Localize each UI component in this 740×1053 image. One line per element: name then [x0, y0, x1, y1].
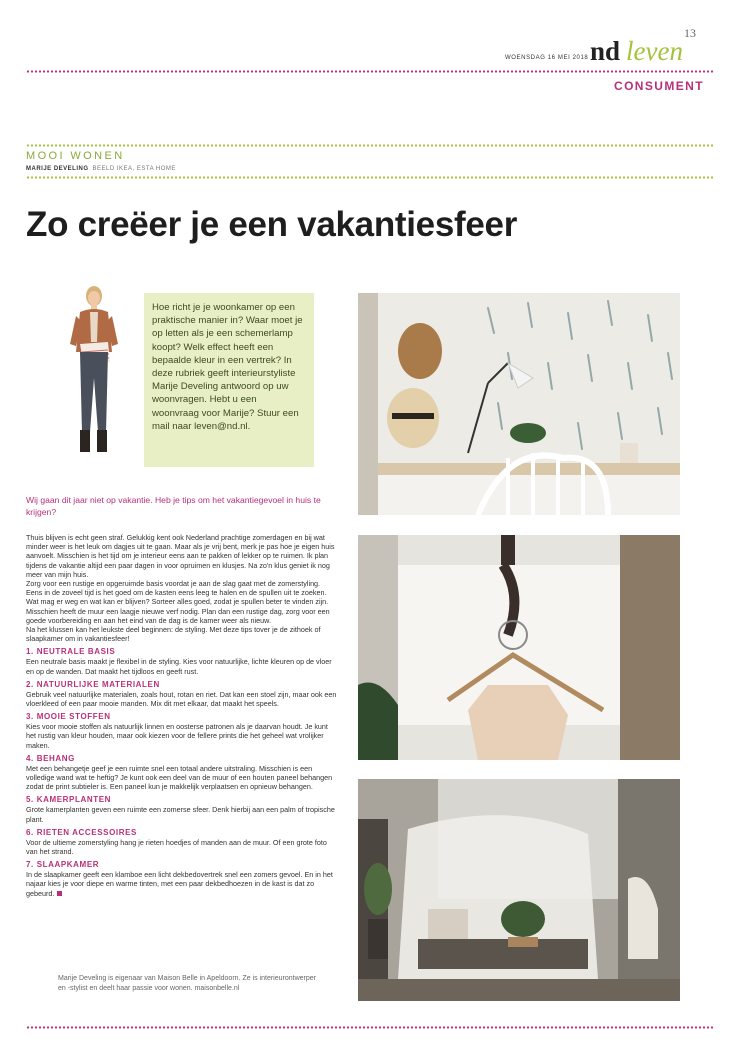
tip-text: Met een behangetje geef je een ruimte snel een totaal andere uitstraling. Misschien is een volledige wand wat te heftig? Je kunt ook een deel van de muur of een houten paneel behangen zodat de print subtieler is. Een paneel kun je makkelijk verplaatsen en opnieuw behangen. [26, 763, 333, 792]
rubric-divider-top [26, 144, 714, 147]
tip-heading: 6. RIETEN ACCESSOIRES [26, 827, 137, 837]
intro-text: Hoe richt je je woonkamer op een praktische manier in? Waar moet je op letten als je een schemerlamp koopt? Welk effect heeft een bepaalde kleur in een vertrek? In deze rubriek geeft interieurstyliste Marije Develing antwoord op uw woonvragen. Hebt u een woonvraag voor Marije? Stuur een mail naar leven@nd.nl. [152, 302, 303, 432]
author-name: MARIJE DEVELING [26, 166, 89, 172]
photo-hanging-garment [358, 535, 680, 760]
rubric-label: MOOI WONEN [26, 150, 125, 162]
body-paragraph: Thuis blijven is echt geen straf. Gelukkig kent ook Nederland prachtige zomerdagen en bij wat minder weer is het leuk om dagjes uit te gaan. Maar als je vrij bent, merk je pas hoe je eigen huis aanvoelt. Misschien is het tijd om je interieur eens aan te pakken of lekker op te ruimen. Ik plan tijdens de vakantie altijd een paar dagen in voor opruimen en klusjes. Na zo'n klus geniet ik nog meer van mijn huis. [26, 533, 335, 579]
tip-text-content: In de slaapkamer geeft een klamboe een licht dekbedovertrek snel een zomers gevoel. En in het najaar kies je voor diepe en warme tinten, met een paar dekbedhoezen in de kast is dat zo gebeurd. [26, 870, 333, 898]
brand-logo [590, 36, 683, 66]
tip-heading: 2. NATUURLIJKE MATERIALEN [26, 679, 160, 689]
footer-divider [26, 1026, 714, 1029]
brand-nd: nd [590, 36, 621, 66]
section-label: CONSUMENT [614, 79, 704, 93]
end-mark-icon [57, 891, 62, 896]
tip-text: Kies voor mooie stoffen als natuurlijk linnen en oosterse patronen als je daarvan houdt. Je kunt het rustig van kleur houden, maar ook kiezen voor de fellere prints die het geheel wat vrolijker maken. [26, 722, 328, 750]
tip-text: Gebruik veel natuurlijke materialen, zoals hout, rotan en riet. Dat kan een stoel zijn, maar ook een vloerkleed of een paar mooie manden. Mix dit met elkaar, dat maakt het speels. [26, 689, 337, 709]
tip-text: Een neutrale basis maakt je flexibel in de styling. Kies voor natuurlijke, lichte kleuren op de vloer en op de wanden. Dat maakt het tijdloos en geeft rust. [26, 657, 332, 676]
body-paragraph: Zorg voor een rustige en opgeruimde basis voordat je aan de slag gaat met de zomerstyling. Eens in de zoveel tijd is het goed om de kasten eens leeg te halen en de spullen uit te zoeken. Wat mag er weg en wat kan er blijven? Sorteer alles goed, zodat je spullen beter te vinden zijn. [26, 579, 329, 607]
tip-heading: 1. NEUTRALE BASIS [26, 647, 116, 657]
headline: Zo creëer je een vakantiesfeer [26, 205, 518, 244]
tip-heading: 5. KAMERPLANTEN [26, 795, 112, 805]
page-number: 13 [684, 26, 696, 40]
tip-text: Grote kamerplanten geven een ruimte een zomerse sfeer. Denk hierbij aan een palm of tropische plant. [26, 805, 335, 824]
image-credit: BEELD IKEA, ESTA HOME [92, 166, 176, 172]
tip-heading: 7. SLAAPKAMER [26, 860, 100, 870]
intro-box [144, 293, 314, 467]
header-divider [26, 70, 714, 73]
tip-text: Voor de ultieme zomerstyling hang je rieten hoedjes of manden aan de muur. Of een grote foto van het strand. [26, 837, 327, 857]
photo-canopy-bed [358, 779, 680, 1001]
photo-desk-hats [358, 293, 680, 515]
tip-heading: 4. BEHANG [26, 753, 75, 763]
reader-question: Wij gaan dit jaar niet op vakantie. Heb je tips om het vakantiegevoel in huis te krijgen? [26, 495, 321, 517]
byline [26, 166, 176, 172]
rubric-divider-bottom [26, 176, 714, 179]
author-portrait [60, 282, 130, 462]
body-paragraph: Na het klussen kan het leukste deel beginnen: de styling. Met deze tips tover je de zithoek of slaapkamer om in vakantiesfeer! [26, 625, 321, 644]
tip-heading: 3. MOOIE STOFFEN [26, 712, 111, 722]
issue-date: WOENSDAG 16 MEI 2018 [505, 55, 589, 61]
tip-text [26, 870, 338, 898]
body-paragraph: Misschien heeft de muur een laagje nieuwe verf nodig. Plan dan een rustige dag, zorg voor een goede voorbereiding en aan het eind van de dag is de kamer weer als nieuw. [26, 606, 330, 625]
author-bio: Marije Develing is eigenaar van Maison Belle in Apeldoorn. Ze is interieurontwerper en -stylist en deelt haar passie voor wonen. maisonbelle.nl [58, 975, 316, 992]
brand-leven: leven [626, 36, 683, 66]
article-body [26, 533, 338, 898]
